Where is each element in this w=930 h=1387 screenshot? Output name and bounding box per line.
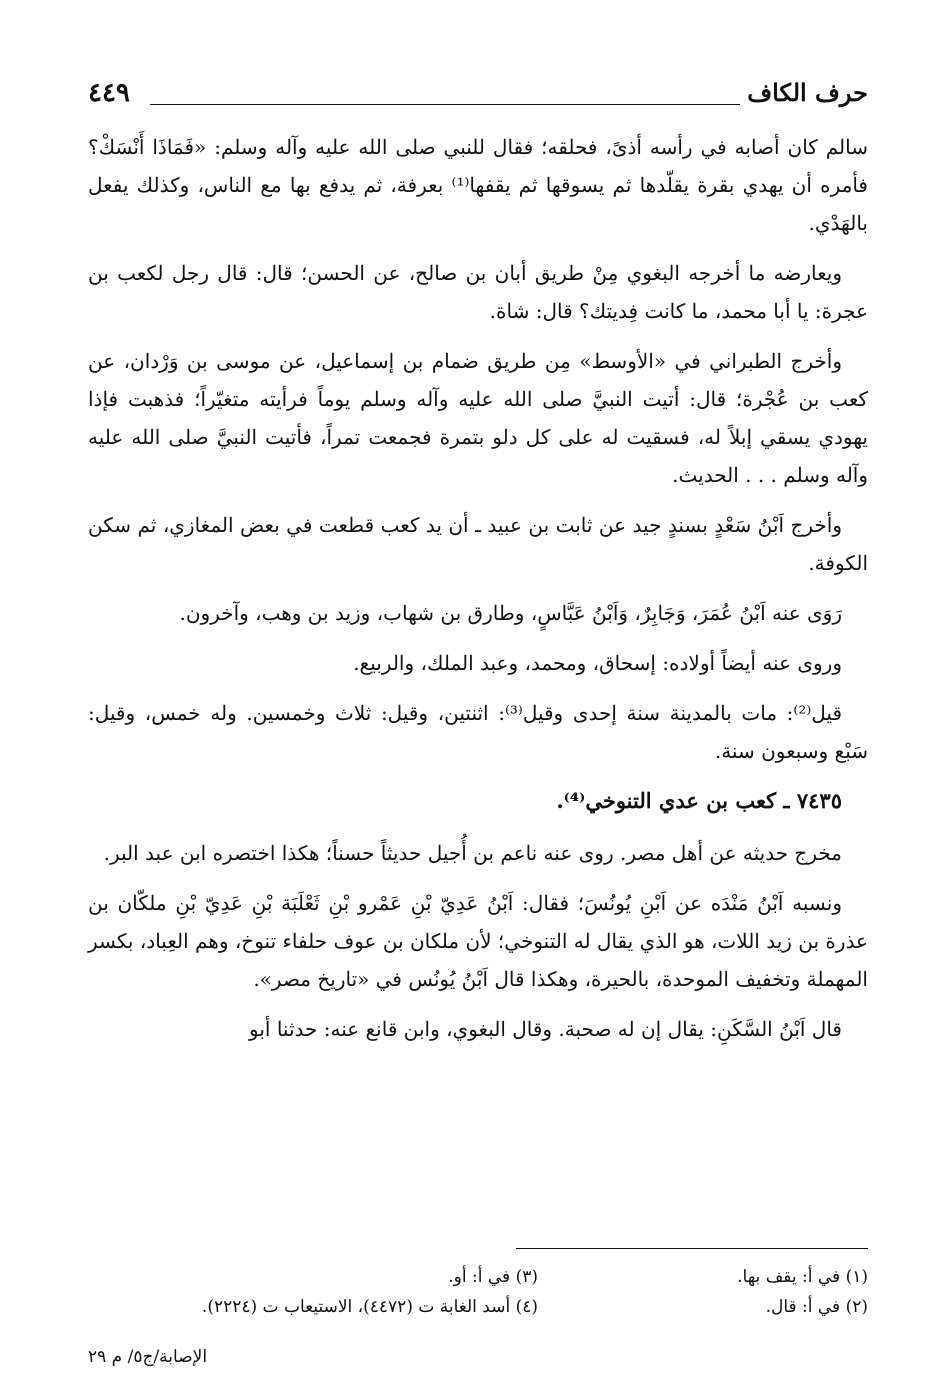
main-text — [88, 128, 868, 1060]
volume-signature: الإصابة/ج٥/ م ٢٩ — [88, 1347, 208, 1367]
footnotes-right-column — [538, 1262, 868, 1322]
paragraph: مخرج حديثه عن أهل مصر. روى عنه ناعم بن أُجيل حديثاً حسناً؛ هكذا اختصره ابن عبد البر. — [103, 841, 842, 865]
paragraph: ونسبه اَبْنُ مَنْدَه عن اَبْنِ يُونُسَ؛ فقال: اَبْنُ عَدِيّ بْنِ عَمْرو بْنِ ثَعْلَبَة بْنِ عَدِيّ بْنِ ملكّان بن عذرة بن زيد اللات، هو الذي يقال له التنوخي؛ لأن ملكان بن عوف حلفاء تنوخ، وهم العِباد، بكسر المهملة وتخفيف الموحدة، بالحيرة، وهكذا قال اَبْنُ يُونُس في «تاريخ مصر». — [87, 891, 868, 991]
footnotes-left-column — [88, 1262, 538, 1322]
footnote: (١) في أ: يقف بها. — [737, 1267, 868, 1287]
footnote: (٤) أسد الغابة ت (٤٤٧٢)، الاستيعاب ت (٢٢٢٤). — [201, 1297, 538, 1317]
chapter-title: حرف الكاف — [747, 78, 868, 107]
footnote: (٣) في أ: أو. — [448, 1267, 538, 1287]
footnote-rule — [516, 1248, 868, 1249]
paragraph: ويعارضه ما أخرجه البغوي مِنْ طريق أبان بن صالح، عن الحسن؛ قال: قال رجل لكعب بن عجرة: يا أبا محمد، ما كانت فِديتك؟ قال: شاة. — [88, 261, 868, 323]
paragraph: وروى عنه أيضاً أولاده: إسحاق، ومحمد، وعبد الملك، والربيع. — [353, 651, 842, 675]
footnote: (٢) في أ: قال. — [765, 1297, 868, 1317]
paragraph: قيل⁽²⁾: مات بالمدينة سنة إحدى وقيل⁽³⁾: اثنتين، وقيل: ثلاث وخمسين. وله خمس، وقيل: سَبْع وسبعون سنة. — [88, 701, 868, 763]
running-header — [88, 78, 868, 118]
paragraph: سالم كان أصابه في رأسه أذىً، فحلقه؛ فقال للنبي صلى الله عليه وآله وسلم: «فَمَاذَا أَنْسَكْ؟ فأمره أن يهدي بقرة يقلّدها ثم يسوقها ثم يقفها⁽¹⁾ بعرفة، ثم يدفع بها مع الناس، وكذلك يفعل بالهَدْي. — [88, 135, 868, 235]
paragraph: وأخرج اَبْنُ سَعْدٍ بسندٍ جيد عن ثابت بن عبيد ـ أن يد كعب قطعت في بعض المغازي، ثم سكن الكوفة. — [88, 513, 868, 575]
header-rule — [150, 104, 740, 105]
entry-heading: ٧٤٣٥ ـ كعب بن عدي التنوخي⁽⁴⁾. — [556, 788, 842, 813]
paragraph: وأخرج الطبراني في «الأوسط» مِن طريق ضمام بن إسماعيل، عن موسى بن وَرْدان، عن كعب بن عُجْرة؛ قال: أتيت النبيَّ صلى الله عليه وآله وسلم يوماً فرأيته متغيّراً؛ فذهبت فإذا يهودي يسقي إبلاً له، فسقيت له على كل دلو بتمرة فجمعت تمراً، فأتيت النبيَّ صلى الله عليه وآله وسلم . . . الحديث. — [88, 349, 868, 487]
paragraph: قال اَبْنُ السَّكَنِ: يقال إن له صحبة. وقال البغوي، وابن قانع عنه: حدثنا أبو — [249, 1017, 842, 1041]
paragraph: رَوَى عنه اَبْنُ عُمَرَ، وَجَابِرٌ، وَاَبْنُ عَبَّاسٍ، وطارق بن شهاب، وزيد بن وهب، وآخرون. — [179, 601, 842, 625]
page-number: ٤٤٩ — [88, 78, 130, 108]
